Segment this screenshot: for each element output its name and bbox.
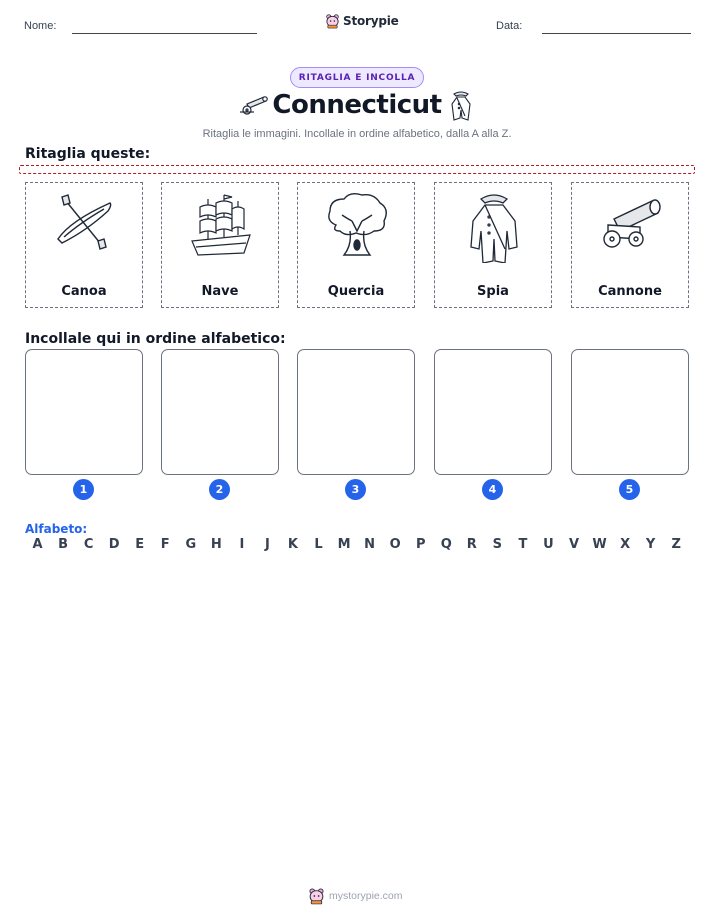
paste-box[interactable] — [297, 349, 415, 475]
card-label: Cannone — [598, 284, 662, 299]
card-label: Spia — [477, 284, 509, 299]
paste-heading: Incollale qui in ordine alfabetico: — [25, 331, 286, 347]
canoe-icon — [50, 191, 120, 263]
alphabet-letter: G — [185, 537, 197, 552]
position-number: 5 — [619, 479, 640, 500]
card-label: Quercia — [327, 284, 385, 299]
instructions: Ritaglia le immagini. Incollale in ordine alfabetico, dalla A alla Z. — [202, 128, 512, 140]
alphabet-letter: J — [265, 537, 270, 552]
cut-line — [19, 165, 695, 174]
paste-box[interactable] — [434, 349, 552, 475]
storypie-logo-icon — [308, 887, 325, 905]
alphabet-title: Alfabeto: — [25, 522, 88, 536]
position-number: 3 — [345, 479, 366, 500]
name-line — [72, 33, 257, 34]
brand-name: Storypie — [343, 14, 399, 28]
cut-card[interactable] — [434, 182, 552, 308]
paste-box[interactable] — [25, 349, 143, 475]
colonial-coat-icon — [448, 90, 474, 122]
name-label: Nome: — [24, 20, 57, 32]
position-number: 1 — [73, 479, 94, 500]
alphabet-letter: R — [466, 537, 477, 552]
date-label: Data: — [496, 20, 523, 32]
alphabet-letter: F — [160, 537, 170, 552]
alphabet-letter: B — [58, 537, 68, 552]
cut-card[interactable] — [25, 182, 143, 308]
date-line — [542, 33, 691, 34]
cut-card[interactable] — [297, 182, 415, 308]
cut-card[interactable] — [571, 182, 689, 308]
alphabet-letter: T — [518, 537, 528, 552]
alphabet-row — [25, 537, 689, 552]
activity-badge: RITAGLIA E INCOLLA — [290, 67, 424, 88]
paste-box[interactable] — [161, 349, 279, 475]
oak-tree-icon — [322, 191, 392, 263]
cut-card[interactable] — [161, 182, 279, 308]
alphabet-letter: O — [389, 537, 401, 552]
alphabet-letter: H — [210, 537, 222, 552]
alphabet-letter: E — [135, 537, 145, 552]
ship-icon — [186, 191, 256, 263]
position-number: 4 — [482, 479, 503, 500]
alphabet-letter: A — [32, 537, 43, 552]
alphabet-letter: C — [83, 537, 94, 552]
storypie-logo-icon — [325, 13, 340, 29]
alphabet-letter: P — [415, 537, 426, 552]
alphabet-letter: I — [239, 537, 245, 552]
alphabet-letter: U — [543, 537, 554, 552]
alphabet-letter: Y — [645, 537, 656, 552]
alphabet-letter: W — [592, 537, 607, 552]
cannon-icon — [596, 191, 666, 263]
card-label: Nave — [201, 284, 239, 299]
page-title: Connecticut — [272, 90, 442, 120]
brand — [325, 13, 399, 29]
alphabet-letter: D — [108, 537, 120, 552]
cut-heading: Ritaglia queste: — [25, 146, 151, 162]
position-number: 2 — [209, 479, 230, 500]
paste-box[interactable] — [571, 349, 689, 475]
alphabet-letter: V — [568, 537, 580, 552]
alphabet-letter: K — [287, 537, 298, 552]
footer-url: mystorypie.com — [329, 890, 403, 902]
alphabet-letter: N — [364, 537, 376, 552]
alphabet-letter: Z — [671, 537, 681, 552]
alphabet-letter: Q — [440, 537, 452, 552]
alphabet-letter: S — [492, 537, 503, 552]
alphabet-letter: X — [620, 537, 631, 552]
footer — [308, 887, 403, 905]
colonial-coat-icon — [459, 191, 529, 263]
card-label: Canoa — [61, 284, 107, 299]
alphabet-letter: M — [337, 537, 351, 552]
alphabet-letter: L — [314, 537, 323, 552]
